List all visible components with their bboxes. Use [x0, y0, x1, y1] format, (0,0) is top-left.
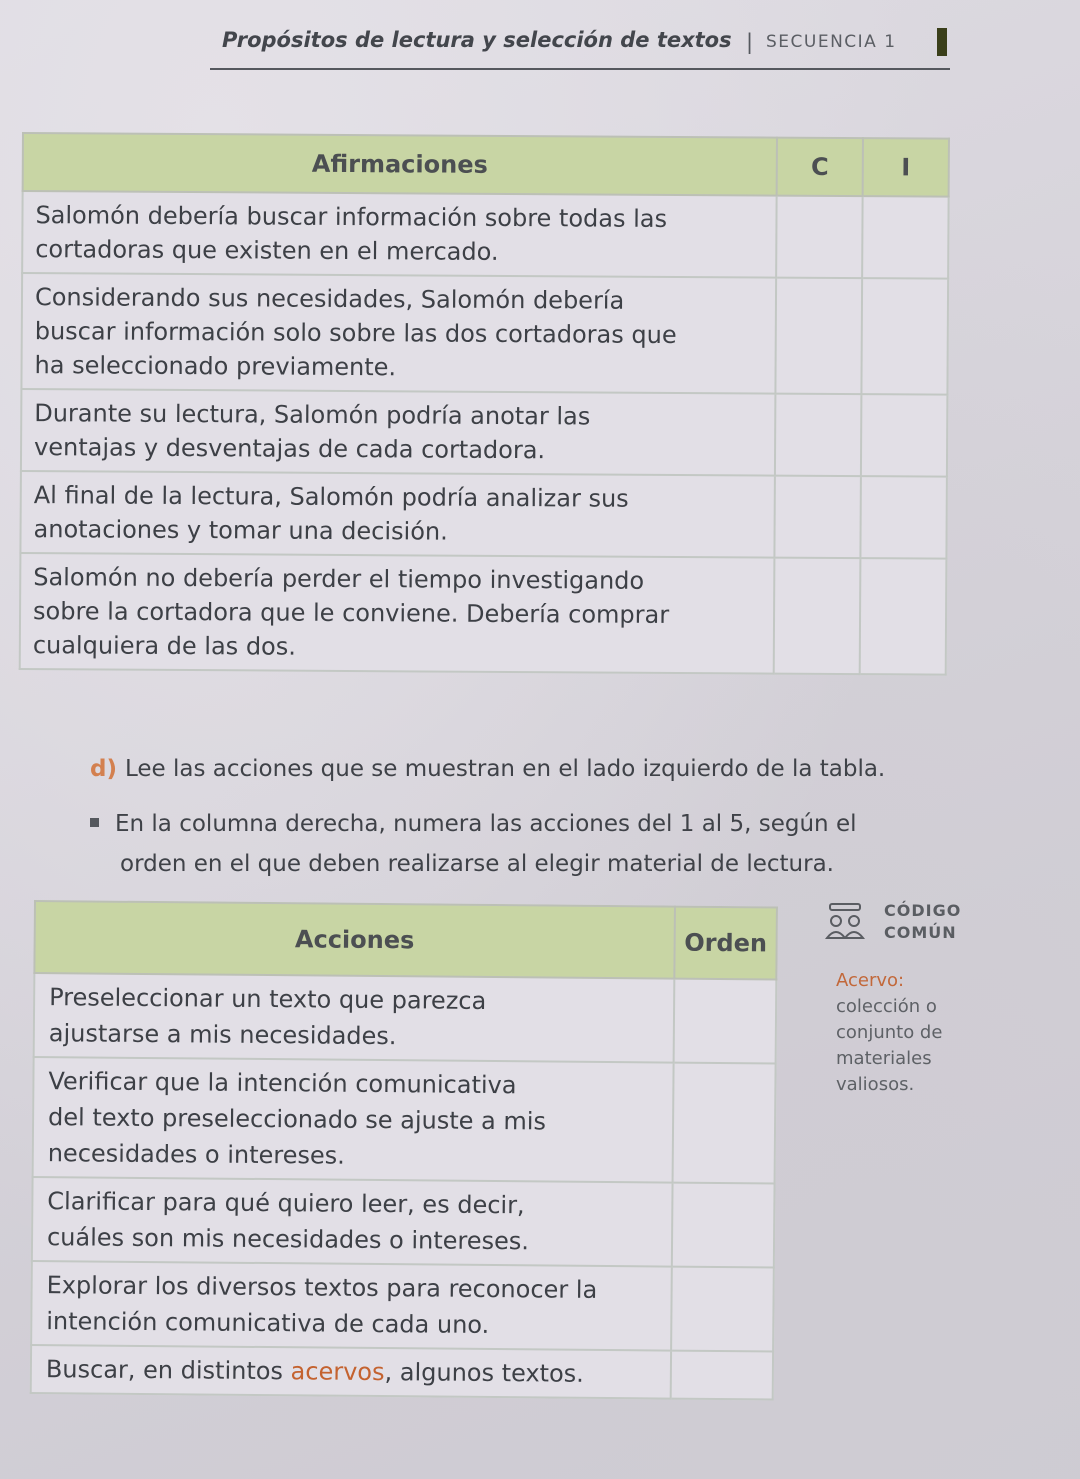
- statement-cell: [20, 553, 775, 674]
- definition-line: colección o: [836, 996, 937, 1017]
- table-row: [31, 1261, 774, 1351]
- action-line: Verificar que la intención comunicativa: [48, 1067, 517, 1100]
- order-input-cell[interactable]: [671, 1351, 773, 1400]
- definition-line: valiosos.: [836, 1074, 915, 1095]
- instruction-text: Lee las acciones que se muestran en el lado izquierdo de la tabla.: [124, 756, 886, 782]
- statement-cell: [21, 273, 776, 394]
- action-line: Clarificar para qué quiero leer, es decir,: [47, 1187, 525, 1220]
- table-row: [21, 273, 948, 395]
- mark-i-cell[interactable]: [861, 278, 948, 395]
- actions-header-row: [34, 901, 777, 979]
- action-cell: [34, 973, 675, 1063]
- affirmations-header: Afirmaciones: [23, 133, 777, 196]
- order-input-cell[interactable]: [671, 1267, 774, 1352]
- instruction-letter: d): [90, 756, 117, 782]
- action-text: , algunos textos.: [384, 1358, 584, 1388]
- order-input-cell[interactable]: [674, 979, 777, 1064]
- badge-text: [884, 900, 961, 944]
- statement-line: Considerando sus necesidades, Salomón debería: [34, 283, 625, 315]
- statement-line: Salomón debería buscar información sobre todas las: [35, 201, 668, 233]
- square-bullet-icon: [90, 818, 99, 827]
- statement-cell: [20, 471, 774, 558]
- table-row: [33, 1057, 776, 1183]
- mark-c-cell[interactable]: [775, 278, 862, 395]
- glossary-term: Acervo:: [836, 970, 905, 991]
- table-row: [32, 1177, 775, 1267]
- order-header: Orden: [674, 907, 777, 980]
- glossary-term-highlight: acervos: [290, 1357, 385, 1387]
- statement-line: Salomón no debería perder el tiempo investigando: [33, 563, 645, 595]
- badge-line: CÓDIGO: [884, 901, 962, 920]
- actions-header: Acciones: [34, 901, 675, 979]
- section-marker: [937, 28, 947, 56]
- action-line: necesidades o intereses.: [47, 1139, 345, 1170]
- instruction-d: [90, 756, 885, 782]
- codigo-comun-badge: [824, 900, 974, 946]
- action-line: ajustarse a mis necesidades.: [48, 1019, 397, 1051]
- statement-line: Al final de la lectura, Salomón podría analizar sus: [33, 481, 629, 513]
- statement-line: cortadoras que existen en el mercado.: [35, 235, 499, 266]
- action-cell: [32, 1177, 673, 1267]
- statement-line: anotaciones y tomar una decisión.: [33, 515, 448, 546]
- action-line: Preseleccionar un texto que parezca: [49, 983, 487, 1015]
- table-row: [20, 471, 946, 559]
- table-row: [34, 973, 777, 1063]
- statement-line: ha seleccionado previamente.: [34, 351, 397, 382]
- action-cell: [31, 1261, 672, 1351]
- action-cell: [33, 1057, 674, 1183]
- mark-i-cell[interactable]: [861, 394, 947, 477]
- statement-line: ventajas y desventajas de cada cortadora.: [33, 433, 546, 465]
- mark-i-cell[interactable]: [862, 196, 948, 279]
- action-cell: [31, 1345, 671, 1399]
- action-line: Explorar los diversos textos para reconocer la: [46, 1271, 598, 1304]
- statement-cell: [21, 389, 775, 476]
- mark-i-cell[interactable]: [860, 476, 946, 559]
- mark-i-cell[interactable]: [860, 558, 947, 675]
- action-text: Buscar, en distintos: [45, 1355, 291, 1386]
- definition-line: conjunto de: [836, 1022, 943, 1043]
- affirmations-header-row: [23, 133, 949, 197]
- definition-line: materiales: [836, 1048, 932, 1069]
- mark-c-cell[interactable]: [774, 476, 860, 559]
- order-input-cell[interactable]: [672, 1183, 775, 1268]
- table-row: [31, 1345, 773, 1399]
- column-i-header: I: [863, 138, 949, 197]
- badge-line: COMÚN: [884, 923, 957, 942]
- statement-line: sobre la cortadora que le conviene. Debería comprar: [32, 597, 670, 629]
- mark-c-cell[interactable]: [775, 394, 861, 477]
- header-rule: [210, 68, 950, 70]
- column-c-header: C: [777, 138, 863, 197]
- running-header: [210, 26, 950, 70]
- action-line: intención comunicativa de cada uno.: [46, 1307, 490, 1339]
- bullet-line-1: En la columna derecha, numera las acciones del 1 al 5, según el: [115, 811, 857, 837]
- header-separator: |: [746, 30, 754, 54]
- table-row: [22, 191, 948, 279]
- statement-line: cualquiera de las dos.: [32, 631, 297, 661]
- glossary-definition: [836, 968, 986, 1098]
- affirmations-table: [19, 132, 950, 676]
- action-line: del texto preseleccionado se ajuste a mis: [47, 1103, 547, 1136]
- bullet-instruction: [90, 804, 970, 884]
- table-row: [21, 389, 947, 477]
- sequence-label: SECUENCIA 1: [766, 32, 897, 52]
- page-title: Propósitos de lectura y selección de textos: [222, 28, 732, 52]
- bullet-line-2: orden en el que deben realizarse al elegir material de lectura.: [120, 851, 834, 877]
- statement-cell: [22, 191, 776, 278]
- actions-table: [30, 900, 778, 1400]
- people-group-icon: [824, 902, 876, 942]
- mark-c-cell[interactable]: [776, 196, 862, 279]
- action-line: cuáles son mis necesidades o intereses.: [46, 1223, 530, 1256]
- statement-line: buscar información solo sobre las dos cortadoras que: [34, 317, 677, 350]
- statement-line: Durante su lectura, Salomón podría anotar las: [34, 399, 591, 431]
- action-line: [46, 1351, 656, 1392]
- order-input-cell[interactable]: [673, 1063, 776, 1184]
- table-row: [20, 553, 947, 675]
- mark-c-cell[interactable]: [774, 558, 861, 675]
